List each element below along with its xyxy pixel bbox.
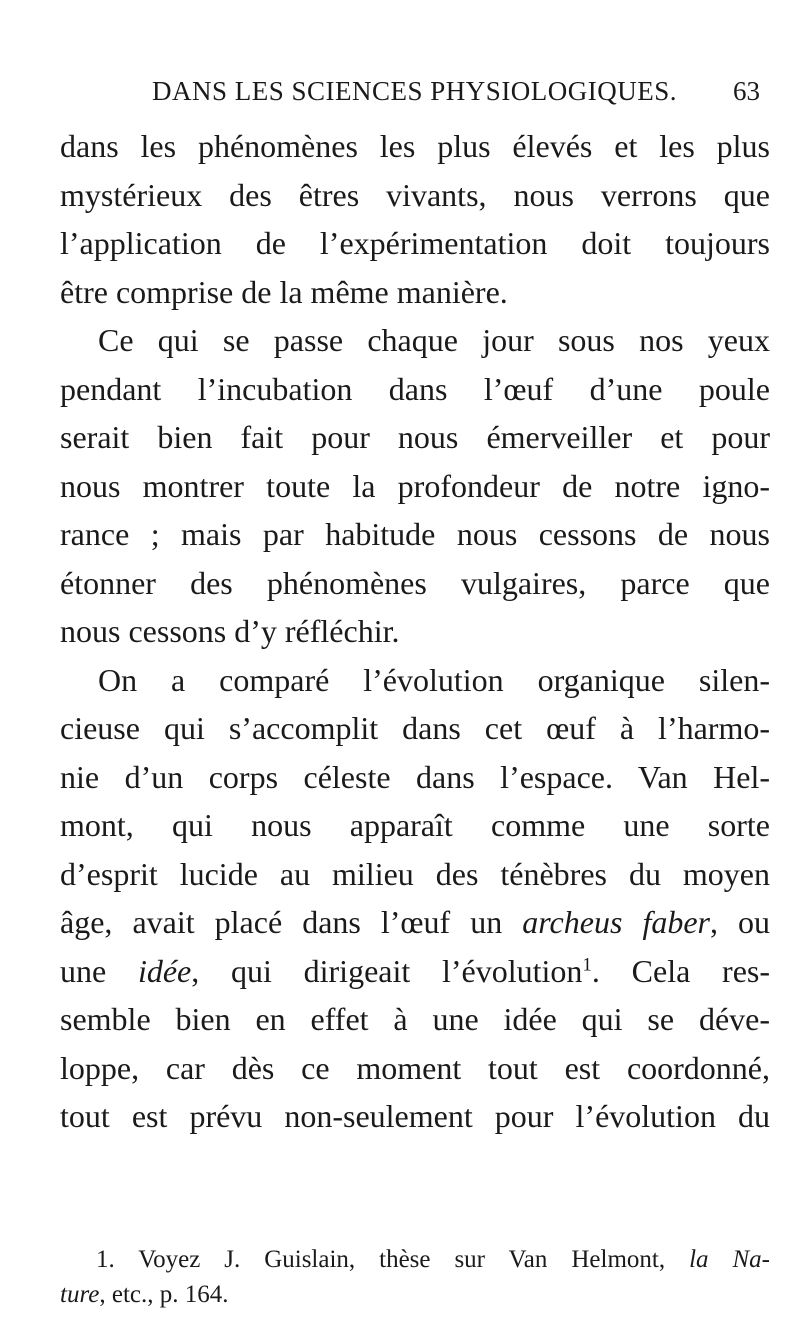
footnote-line xyxy=(60,1277,770,1312)
text-segment: . Cela res- xyxy=(591,952,771,989)
running-head: DANS LES SCIENCES PHYSIOLOGIQUES. xyxy=(152,76,678,106)
text-line: l’application de l’expérimentation doit toujours xyxy=(60,225,770,261)
text-line: serait bien fait pour nous émerveiller et pour xyxy=(60,419,770,455)
footnote-line xyxy=(60,1242,770,1277)
footnote-italic: la Na- xyxy=(689,1246,770,1273)
page-number: 63 xyxy=(733,76,760,106)
text-line: nie d’un corps céleste dans l’espace. Van Hel- xyxy=(60,758,770,795)
text-line: d’esprit lucide au milieu des ténèbres du moyen xyxy=(60,855,770,892)
text-line: pendant l’incubation dans l’œuf d’une poule xyxy=(60,370,770,407)
text-line: tout est prévu non-seulement pour l’évolution du xyxy=(60,1098,770,1134)
footnote-marker: 1. xyxy=(96,1246,115,1273)
body-text xyxy=(60,122,770,1141)
footnote-text: , etc., p. 164. xyxy=(99,1281,229,1308)
text-line: mystérieux des êtres vivants, nous verrons que xyxy=(60,176,770,213)
text-line: être comprise de la même manière. xyxy=(60,273,508,310)
footnote xyxy=(60,1242,770,1312)
text-segment: , ou xyxy=(710,904,771,940)
italic-term: idée xyxy=(137,952,192,989)
footnote-reference: 1 xyxy=(582,953,592,975)
text-segment: une xyxy=(60,952,107,989)
text-line xyxy=(60,898,770,947)
text-line: nous cessons d’y réfléchir. xyxy=(60,613,400,649)
text-line: étonner des phénomènes vulgaires, parce que xyxy=(60,564,770,601)
text-line xyxy=(60,947,770,996)
text-segment: , qui dirigeait l’évolution xyxy=(191,952,583,989)
text-line: mont, qui nous apparaît comme une sorte xyxy=(60,807,770,843)
text-segment: âge, avait placé dans l’œuf un xyxy=(60,904,503,940)
page-header xyxy=(60,76,760,116)
text-line: rance ; mais par habitude nous cessons de nous xyxy=(60,516,770,552)
text-line: On a comparé l’évolution organique silen- xyxy=(98,661,770,698)
text-line: dans les phénomènes les plus élevés et les plus xyxy=(60,128,770,164)
text-line: semble bien en effet à une idée qui se déve- xyxy=(60,1001,770,1037)
text-line: loppe, car dès ce moment tout est coordonné, xyxy=(60,1049,770,1086)
text-line: nous montrer toute la profondeur de notre igno- xyxy=(60,467,770,504)
footnote-text: Voyez J. Guislain, thèse sur Van Helmont, xyxy=(138,1246,666,1273)
footnote-italic: ture xyxy=(60,1281,100,1308)
text-line: cieuse qui s’accomplit dans cet œuf à l’harmo- xyxy=(60,710,770,746)
text-line: Ce qui se passe chaque jour sous nos yeux xyxy=(98,322,770,358)
italic-term: archeus faber xyxy=(522,904,710,940)
